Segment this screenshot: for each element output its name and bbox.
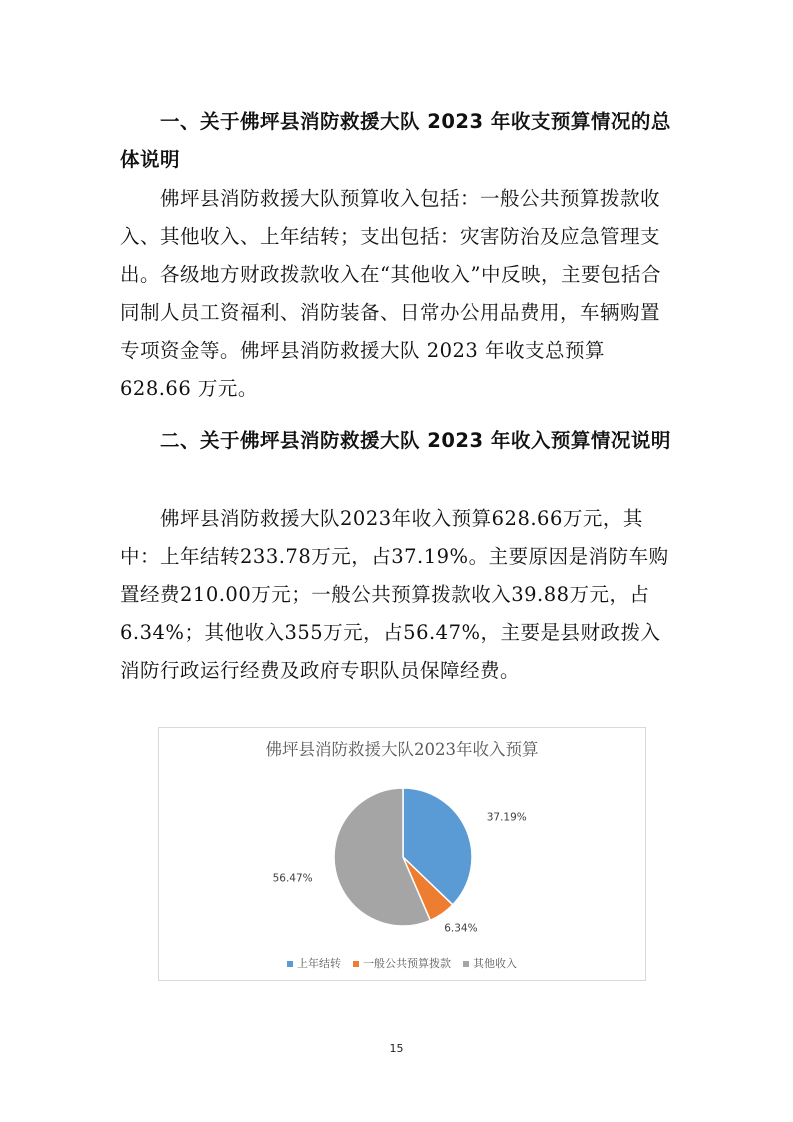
- chart-legend: [159, 955, 645, 971]
- legend-label: 其他收入: [473, 957, 517, 970]
- legend-item-2: [353, 955, 451, 971]
- section2-body: 佛坪县消防救援大队2023年收入预算628.66万元，其中：上年结转233.78万元，占37.19%。主要原因是消防车购置经费210.00万元；一般公共预算拨款收入39.88万元，占6.34%；其他收入355万元，占56.47%，主要是县财政拨入消防行政运行经费及政府专职队员保障经费。: [120, 507, 669, 682]
- legend-label: 一般公共预算拨款: [363, 957, 451, 970]
- legend-item-1: [287, 955, 341, 971]
- income-pie-chart: [158, 727, 646, 981]
- section1-body: 佛坪县消防救援大队预算收入包括：一般公共预算拨款收入、其他收入、上年结转；支出包括：灾害防治及应急管理支出。各级地方财政拨款收入在“其他收入”中反映，主要包括合同制人员工资福利、消防装备、日常办公用品费用，车辆购置专项资金等。佛坪县消防救援大队 2023 年收支总预算 628.66 万元。: [120, 187, 661, 400]
- chart-title: 佛坪县消防救援大队2023年收入预算: [265, 740, 539, 759]
- section1-heading: 一、关于佛坪县消防救援大队 2023 年收支预算情况的总体说明: [120, 110, 671, 171]
- legend-swatch: [287, 961, 293, 967]
- legend-item-3: [463, 955, 517, 971]
- section2-heading: 二、关于佛坪县消防救援大队 2023 年收入预算情况说明: [160, 429, 671, 452]
- pie-data-label-1: 37.19%: [486, 811, 527, 824]
- legend-swatch: [353, 961, 359, 967]
- pie-chart-svg: [159, 728, 647, 982]
- legend-label: 上年结转: [297, 957, 341, 970]
- pie-data-label-2: 6.34%: [444, 922, 478, 935]
- pie-data-label-3: 56.47%: [272, 872, 313, 885]
- legend-swatch: [463, 961, 469, 967]
- page-number: 15: [389, 1042, 404, 1055]
